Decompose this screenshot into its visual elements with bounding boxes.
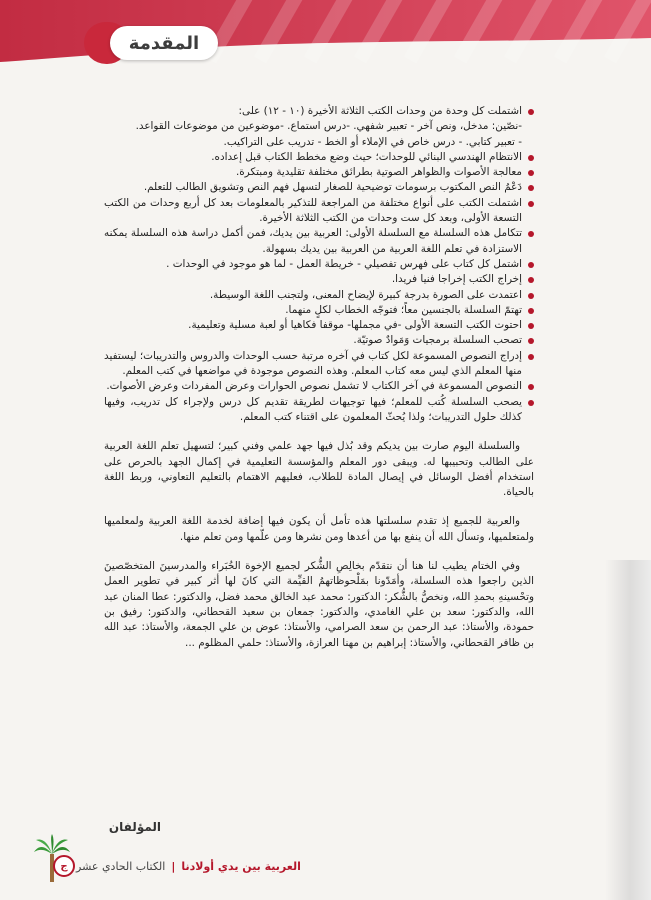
footer: [76, 860, 301, 873]
bullet-item: تصحب السلسلة برمجيات وَمَوادٌ صوتيّة.: [104, 333, 534, 348]
footer-series-title: العربية بين يدي أولادنا: [181, 860, 301, 873]
footer-book-title: الكتاب الحادي عشر: [76, 860, 166, 873]
feature-list: [104, 104, 534, 425]
bullet-item: النصوص المسموعة في آخر الكتاب لا تشمل نصوص الحوارات وعرض المفردات وعرض الأصوات.: [104, 379, 534, 394]
bullet-item: احتوت الكتب التسعة الأولى -في مجملها- موقفا فكاهيا أو لعبة مسلية وتعليمية.: [104, 318, 534, 333]
bullet-item: اشتمل كل كتاب على فهرس تفصيلي - خريطة العمل - لما هو موجود في الوحدات .: [104, 257, 534, 272]
bullet-item: دَعْمُ النص المكتوب برسومات توضيحية للصغار لتسهل فهم النص وتشويق الطالب للتعلم.: [104, 180, 534, 195]
footer-separator: |: [171, 860, 176, 873]
bullet-item: إخراج الكتب إخراجا فنيا فريدا.: [104, 272, 534, 287]
bullet-subitem: -نصّين: مدخل، ونص آخر - تعبير شفهي. -درس استماع. -موضوعين من موضوعات القواعد.: [135, 120, 522, 133]
paragraph: والسلسلة اليوم صارت بين يديكم وقد بُذل فيها جهد علمي وفني كبير؛ لتسهيل تعلم اللغة العربية على الطالب وتحبيبها له. ويبقى دور المعلم والمؤسسة التعليمية في إكمال الجهد بالحرص على استخدام أفضل الوسائل في إيصال المادة للطلاب، فعليهم الاهتمام بالتعليم التعاوني، وربط اللغة بالحياة.: [104, 440, 534, 499]
page-number-badge: ج: [53, 855, 75, 877]
page-title: المقدمة: [128, 32, 200, 54]
bullet-item: الانتظام الهندسي البنائي للوحدات؛ حيث وضع مخطط الكتاب قبل إعداده.: [104, 150, 534, 165]
page-curl-shadow: [605, 560, 651, 900]
bullet-item: يصحب السلسلة كُتب للمعلم؛ فيها توجيهات لطريقة تقديم كل درس ولإجراء كل تدريب، وفيها كذلك حلول التدريبات؛ ولذا يُحثّ المعلمون على اقتناء كتب المعلم.: [104, 395, 534, 426]
bullet-item: اشتملت الكتب على أنواع مختلفة من المراجعة للتذكير بالمعلومات بعد كل أربع وحدات من الكتب التسعة الأولى، وبعد كل ست وحدات من الكتب الثلاثة الأخيرة.: [104, 196, 534, 227]
paragraph: والعربية للجميع إذ تقدم سلسلتها هذه تأمل أن يكون فيها إضافة لخدمة اللغة العربية ولمعلميها ولمتعلميها، وتسأل الله أن ينفع بها من أعدها ومن نشرها ومن علّمها ومن تعلم منها.: [104, 515, 534, 543]
bullet-item: تتكامل هذه السلسلة مع السلسلة الأولى: العربية بين يديك، فمن أكمل دراسة هذه السلسلة يمكنه الاستزادة في تعلم اللغة العربية من العربية بين يديك بسهولة.: [104, 226, 534, 257]
content: [104, 104, 534, 651]
paragraph: وفي الختام يطيب لنا هنا أن نتقدّم بخالِصِ الشُّكر لجميع الإخوة الخُبَراء والمدرسينَ المتخصّصينَ الذين راجعوا هذه السلسلة، وأمَدّونا بمَلْحوظاتهمُ القيِّمة التي كانَ لها أثر كبير في تطوير العمل وتحْسينهِ بحمدِ الله، ونخصُّ بالشُّكر: الدكتور: محمد عبد الخالق محمد فضل، والدكتور: عطا المنان عبد الله، والدكتور: سعد بن علي الغامدي، والدكتور: جمعان بن سعيد القحطاني، والدكتور: رفيق بن حمودة، والأستاذ: عبد الرحمن بن سعد الصرامي، والأستاذ: عوض بن علي الجمعة، والأستاذ: عبد الله بن ظافر القحطاني، والأستاذ: إبراهيم بن مهنا العرازة، والأستاذ: حلمي المظلوم ...: [104, 560, 534, 649]
bullet-item: إدراج النصوص المسموعة لكل كتاب في آخره مرتبة حسب الوحدات والدروس والتدريبات؛ ليستفيد منها المعلم الذي ليس معه كتاب المعلم. وهذه النصوص موجودة في مواضعها في كتب المعلم.: [104, 349, 534, 380]
bullet-subitem: - تعبير كتابي. - درس خاص في الإملاء أو الخط - تدريب على التراكيب.: [223, 135, 522, 148]
bullet-item: اشتملت كل وحدة من وحدات الكتب الثلاثة الأخيرة (١٠ - ١٢) على:: [104, 104, 534, 119]
author-signature: المؤلفان: [108, 820, 161, 834]
bullet-item: معالجة الأصوات والظواهر الصوتية بطرائق مختلفة تقليدية ومبتكرة.: [104, 165, 534, 180]
bullet-item: تهتمّ السلسلة بالجنسين معاً؛ فتوجّه الخطاب لكلٍ منهما.: [104, 303, 534, 318]
bullet-item: اعتمدت على الصورة بدرجة كبيرة لإيضاح المعنى، ولتجنب اللغة الوسيطة.: [104, 288, 534, 303]
title-pill: [110, 26, 218, 60]
